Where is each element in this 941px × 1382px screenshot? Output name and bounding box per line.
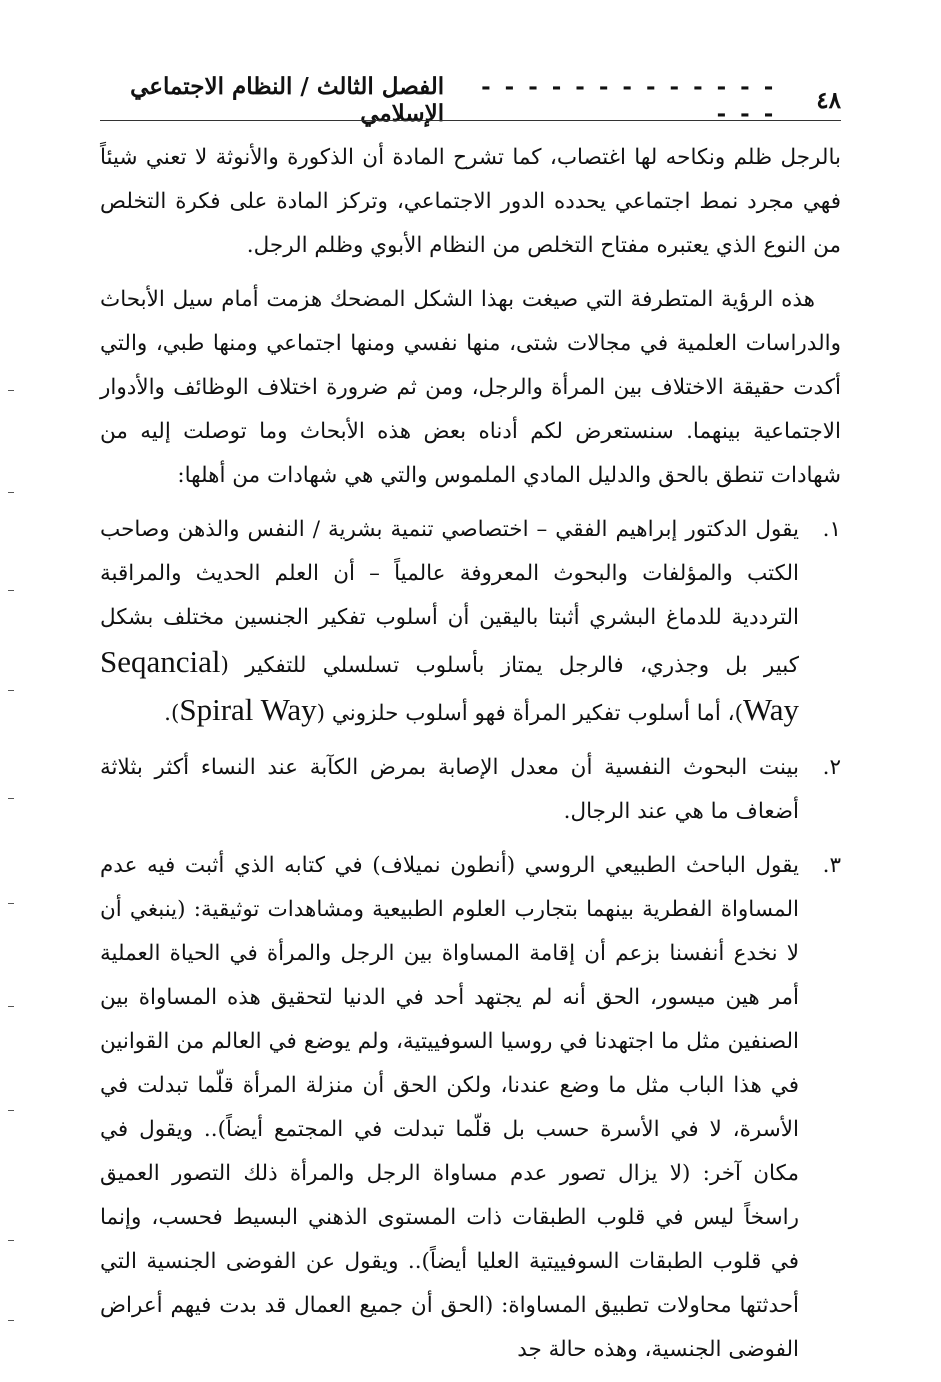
list-number-3: ٣. bbox=[822, 853, 841, 878]
list-number-2: ٢. bbox=[822, 755, 841, 780]
margin-mark bbox=[8, 903, 14, 904]
margin-mark bbox=[8, 1320, 14, 1321]
page-number: ٤٨ bbox=[816, 86, 841, 114]
list-item-1-text-c: ). bbox=[164, 701, 180, 726]
list-number-1: ١. bbox=[822, 517, 841, 542]
latin-term-spiral: Spiral Way bbox=[179, 692, 317, 727]
paragraph-1: بالرجل ظلم ونكاحه لها اغتصاب، كما تشرح المادة أن الذكورة والأنوثة لا تعني شيئاً فهي مجرد نمط اجتماعي يحدده الدور الاجتماعي، وتركز المادة على فكرة التخلص من النوع الذي يعتبره مفتاح التخلص من النظام الأبوي وظلم الرجل. bbox=[100, 145, 841, 258]
margin-mark bbox=[8, 390, 14, 391]
list-item-3-text: يقول الباحث الطبيعي الروسي (أنطون نميلاف) في كتابه الذي أثبت فيه عدم المساواة الفطرية بينهما بتجارب العلوم الطبيعية ومشاهدات توثيقية: (ينبغي أن لا نخدع أنفسنا بزعم أن إقامة المساواة بين الرجل والمرأة في الحياة العملية أمر هين ميسور، الحق أنه لم يجتهد أحد في الدنيا لتحقيق هذه المساواة بين الصنفين مثل ما اجتهدنا في روسيا السوفييتية، ولم يوضع في العالم من القوانين في هذا الباب مثل ما وضع عندنا، ولكن الحق أن منزلة المرأة قلّما تبدلت في الأسرة، لا في الأسرة حسب بل قلّما تبدلت في المجتمع أيضاً).. ويقول في مكان آخر: (لا يزال تصور عدم مساواة الرجل والمرأة ذلك التصور العميق راسخاً ليس في قلوب الطبقات ذات المستوى الذهني البسيط فحسب، وإنما في قلوب الطبقات السوفييتية العليا أيضاً).. ويقول عن الفوضى الجنسية التي أحدثتها محاولات تطبيق المساواة: (الحق أن جميع العمال قد بدت فيهم أعراض الفوضى الجنسية، وهذه حالة جد bbox=[100, 853, 799, 1362]
running-header bbox=[100, 73, 841, 127]
testimony-list bbox=[100, 508, 841, 1372]
margin-mark bbox=[8, 1110, 14, 1111]
list-item-1 bbox=[100, 508, 841, 736]
paragraph-2: هذه الرؤية المتطرفة التي صيغت بهذا الشكل المضحك هزمت أمام سيل الأبحاث والدراسات العلمية في مجالات شتى، منها نفسي ومنها اجتماعي ومنها طبي، والتي أكدت حقيقة الاختلاف بين المرأة والرجل، ومن ثم ضرورة اختلاف الوظائف والأدوار الاجتماعية بينهما. سنستعرض لكم أدناه بعض هذه الأبحاث وما توصلت إليه من شهادات تنطق بالحق والدليل المادي الملموس والتي هي شهادات من أهلها: bbox=[100, 287, 841, 488]
header-rule bbox=[100, 120, 841, 121]
margin-mark bbox=[8, 1006, 14, 1007]
margin-mark bbox=[8, 590, 14, 591]
list-item-2 bbox=[100, 746, 841, 834]
header-dashes: - - - - - - - - - - - - - - - - bbox=[481, 73, 777, 127]
body-text bbox=[100, 136, 841, 1382]
list-item-2-text: بينت البحوث النفسية أن معدل الإصابة بمرض الكآبة عند النساء أكثر بثلاثة أضعاف ما هي عند الرجال. bbox=[100, 755, 799, 824]
margin-mark bbox=[8, 1240, 14, 1241]
chapter-title: الفصل الثالث / النظام الاجتماعي الإسلامي bbox=[130, 73, 445, 127]
list-item-1-text-b: )، أما أسلوب تفكير المرأة فهو أسلوب حلزوني ( bbox=[316, 701, 743, 726]
list-item-3 bbox=[100, 844, 841, 1372]
latin-term-sequential: Seqancial Way bbox=[100, 644, 799, 727]
list-item-1-text-a: يقول الدكتور إبراهيم الفقي – اختصاصي تنمية بشرية / النفس والذهن وصاحب الكتب والمؤلفات والبحوث المعروفة عالمياً – أن العلم الحديث والمراقبة الترددية للدماغ البشري أثبتا باليقين أن أسلوب تفكير الجنسين مختلف بشكل كبير بل وجذري، فالرجل يمتاز بأسلوب تسلسلي للتفكير ( bbox=[100, 517, 799, 678]
margin-mark bbox=[8, 690, 14, 691]
margin-mark bbox=[8, 492, 14, 493]
margin-mark bbox=[8, 798, 14, 799]
